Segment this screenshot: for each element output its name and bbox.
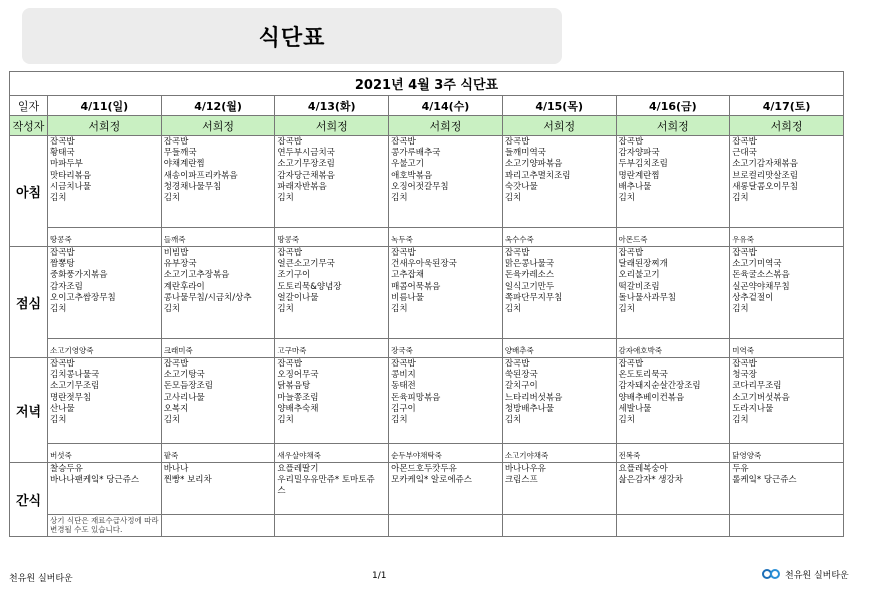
meal-lunch-items xyxy=(48,247,162,339)
menu-item: 도라지나물 xyxy=(732,403,774,414)
menu-item: 일식고기만두 xyxy=(504,281,555,292)
menu-item: 오리불고기 xyxy=(618,270,660,281)
menu-item: 김치 xyxy=(732,415,749,426)
snack-item: 바나나팬케잌* 당근쥬스 xyxy=(50,475,140,486)
snack-item: 두유 xyxy=(732,464,749,474)
menu-item: 소고기고추장볶음 xyxy=(163,270,230,281)
date-header: 4/12(월) xyxy=(161,96,275,116)
meal-dinner-porridge: 전복죽 xyxy=(616,444,730,463)
menu-item: 김치 xyxy=(163,415,181,426)
menu-item: 감자돼지순살간장조림 xyxy=(618,381,701,392)
snack-item: 스 xyxy=(277,486,286,497)
date-label: 일자 xyxy=(10,96,48,116)
date-header: 4/13(화) xyxy=(275,96,389,116)
meal-breakfast-items xyxy=(389,136,503,228)
menu-item: 돈모듬장조림 xyxy=(163,381,213,392)
meal-snack-items xyxy=(616,463,730,515)
menu-item: 잡곡밥 xyxy=(504,248,530,258)
menu-item: 돌나물사과무침 xyxy=(618,292,676,303)
menu-item: 콩비지 xyxy=(391,370,416,381)
menu-item: 상추겉절이 xyxy=(732,292,774,303)
menu-item: 맛타리볶음 xyxy=(50,170,92,181)
menu-item: 김치 xyxy=(504,304,522,315)
menu-item: 잡곡밥 xyxy=(163,359,189,369)
snack-item: 요플레딸기 xyxy=(277,464,319,474)
menu-item: 짬뽕탕 xyxy=(50,259,75,270)
meal-snack-items xyxy=(275,463,389,515)
date-header: 4/14(수) xyxy=(389,96,503,116)
meal-dinner-items xyxy=(275,358,389,444)
menu-item: 김치 xyxy=(50,304,67,315)
menu-item: 감자당근채볶음 xyxy=(277,170,335,181)
date-header: 4/11(일) xyxy=(48,96,162,116)
menu-item: 소고기무조림 xyxy=(50,381,100,392)
menu-item: 잡곡밥 xyxy=(391,359,416,369)
menu-item: 야채계란찜 xyxy=(163,159,205,170)
menu-item: 잡곡밥 xyxy=(277,137,303,147)
menu-item: 실곤약야채무침 xyxy=(732,281,790,292)
menu-item: 쑥된장국 xyxy=(504,370,538,381)
menu-item: 브로컬리맛살조림 xyxy=(732,170,798,181)
meal-breakfast-porridge: 우유죽 xyxy=(730,228,844,247)
menu-item: 돈육굴소스볶음 xyxy=(732,270,790,281)
menu-item: 청국장 xyxy=(732,370,757,381)
menu-item: 잡곡밥 xyxy=(50,248,75,258)
menu-item: 김치 xyxy=(277,304,294,315)
writer-cell: 서희정 xyxy=(389,116,503,136)
menu-item: 숙갓나물 xyxy=(504,181,538,192)
writer-cell: 서희정 xyxy=(502,116,616,136)
menu-item: 김치 xyxy=(50,415,67,426)
menu-item: 잡곡밥 xyxy=(732,248,757,258)
menu-item: 얼큰소고기무국 xyxy=(277,259,335,270)
menu-item: 김치 xyxy=(163,304,181,315)
menu-item: 연두부시금치국 xyxy=(277,148,335,159)
meal-breakfast-porridge: 땅콩죽 xyxy=(48,228,162,247)
snack-item: 아몬드호두캇두유 xyxy=(391,464,457,474)
menu-item: 돈육카레소스 xyxy=(504,270,555,281)
menu-item: 우불고기 xyxy=(391,159,424,170)
snack-item: 크림스프 xyxy=(504,475,538,486)
menu-item: 애호박볶음 xyxy=(391,170,433,181)
snack-item: 바나나 xyxy=(163,464,189,474)
meal-breakfast-items xyxy=(730,136,844,228)
menu-item: 산나물 xyxy=(50,403,75,414)
menu-item: 잡곡밥 xyxy=(618,359,644,369)
snack-item: 우리밀우유만쥬* 토마토쥬 xyxy=(277,475,375,486)
meal-lunch-porridge: 크래미죽 xyxy=(161,339,275,358)
menu-item: 돈육피망볶음 xyxy=(391,392,441,403)
menu-item: 잡곡밥 xyxy=(504,359,530,369)
menu-item: 느타리버섯볶음 xyxy=(504,392,563,403)
menu-item: 잡곡밥 xyxy=(277,359,303,369)
date-header: 4/15(목) xyxy=(502,96,616,116)
meal-lunch-items xyxy=(161,247,275,339)
meal-lunch-items xyxy=(730,247,844,339)
meal-dinner-porridge: 닭영양죽 xyxy=(730,444,844,463)
empty-cell xyxy=(502,515,616,537)
menu-item: 오이고추쌈장무침 xyxy=(50,292,116,303)
meal-breakfast-porridge: 들깨죽 xyxy=(161,228,275,247)
menu-item: 명란젓무침 xyxy=(50,392,92,403)
menu-item: 김치 xyxy=(391,415,408,426)
menu-item: 감자조림 xyxy=(50,281,83,292)
menu-item: 소고기무장조림 xyxy=(277,159,335,170)
empty-cell xyxy=(161,515,275,537)
meal-lunch-items xyxy=(389,247,503,339)
meal-dinner-items xyxy=(730,358,844,444)
empty-cell xyxy=(389,515,503,537)
writer-label: 작성자 xyxy=(10,116,48,136)
meal-dinner-porridge: 버섯죽 xyxy=(48,444,162,463)
menu-item: 잡곡밥 xyxy=(732,137,757,147)
menu-item: 파래자반볶음 xyxy=(277,181,327,192)
meal-breakfast-items xyxy=(161,136,275,228)
menu-item: 무들깨국 xyxy=(163,148,197,159)
menu-note: 상기 식단은 재료수급사정에 따라 변경될 수도 있습니다. xyxy=(48,515,162,537)
menu-item: 고사리나물 xyxy=(163,392,205,403)
menu-item: 소고기양파볶음 xyxy=(504,159,563,170)
meal-dinner-items xyxy=(616,358,730,444)
menu-item: 콩가루배추국 xyxy=(391,148,441,159)
menu-item: 김치 xyxy=(391,304,408,315)
menu-item: 갈치구이 xyxy=(504,381,538,392)
menu-item: 김치 xyxy=(391,193,408,204)
menu-item: 잡곡밥 xyxy=(277,248,303,258)
menu-item: 김치 xyxy=(618,193,635,204)
meal-breakfast-items xyxy=(48,136,162,228)
menu-table xyxy=(9,71,844,537)
menu-item: 김치 xyxy=(618,415,635,426)
meal-dinner-items xyxy=(389,358,503,444)
empty-cell xyxy=(616,515,730,537)
menu-item: 김구이 xyxy=(391,403,416,414)
table-title: 2021년 4월 3주 식단표 xyxy=(10,72,844,96)
menu-item: 근대국 xyxy=(732,148,757,159)
menu-item: 배추나물 xyxy=(618,181,652,192)
logo-icon xyxy=(761,567,783,581)
date-header: 4/16(금) xyxy=(616,96,730,116)
snack-item: 바나나우유 xyxy=(504,464,546,474)
page-title: 식단표 xyxy=(22,8,562,64)
menu-item: 조기구이 xyxy=(277,270,311,281)
menu-item: 양배추베이컨볶음 xyxy=(618,392,685,403)
snack-item: 찐빵* 보리차 xyxy=(163,475,212,486)
menu-item: 김치콩나물국 xyxy=(50,370,100,381)
menu-item: 감자양파국 xyxy=(618,148,660,159)
menu-item: 꽈리고추멸치조림 xyxy=(504,170,571,181)
meal-breakfast-porridge: 아몬드죽 xyxy=(616,228,730,247)
footer-right-text: 천유원 실버타운 xyxy=(785,570,849,581)
menu-item: 비빔밥 xyxy=(163,248,189,258)
meal-breakfast-items xyxy=(616,136,730,228)
menu-item: 새롱달콤오이무침 xyxy=(732,181,798,192)
menu-item: 청방배추나물 xyxy=(504,403,555,414)
menu-item: 잡곡밥 xyxy=(391,248,416,258)
meal-dinner-label: 저녁 xyxy=(10,358,48,463)
menu-item: 잡곡밥 xyxy=(504,137,530,147)
menu-item: 청경채나물무침 xyxy=(163,181,222,192)
empty-cell xyxy=(730,515,844,537)
menu-item: 온도토리묵국 xyxy=(618,370,668,381)
writer-cell: 서희정 xyxy=(616,116,730,136)
footer-left-text: 천유원 실버타운 xyxy=(9,574,73,584)
menu-item: 김치 xyxy=(732,304,749,315)
meal-breakfast-porridge: 녹두죽 xyxy=(389,228,503,247)
menu-item: 마늘쫑조림 xyxy=(277,392,319,403)
meal-breakfast-label: 아침 xyxy=(10,136,48,247)
menu-item: 오징어무국 xyxy=(277,370,319,381)
menu-item: 소고기감자채볶음 xyxy=(732,159,798,170)
meal-snack-items xyxy=(161,463,275,515)
menu-item: 소고기미역국 xyxy=(732,259,782,270)
meal-lunch-porridge: 장국죽 xyxy=(389,339,503,358)
menu-item: 쪽파단무지무침 xyxy=(504,292,563,303)
writer-cell: 서희정 xyxy=(161,116,275,136)
meal-dinner-porridge: 팥죽 xyxy=(161,444,275,463)
menu-item: 시금치나물 xyxy=(50,181,92,192)
meal-snack-items xyxy=(48,463,162,515)
menu-item: 김치 xyxy=(50,193,67,204)
writer-cell: 서희정 xyxy=(730,116,844,136)
snack-item: 삶은감자* 생강차 xyxy=(618,475,683,486)
empty-cell xyxy=(275,515,389,537)
meal-lunch-label: 점심 xyxy=(10,247,48,358)
menu-item: 잡곡밥 xyxy=(50,137,75,147)
menu-item: 오징어젓갈무침 xyxy=(391,181,449,192)
meal-lunch-porridge: 소고기영양죽 xyxy=(48,339,162,358)
menu-item: 두부김치조림 xyxy=(618,159,668,170)
meal-breakfast-porridge: 옥수수죽 xyxy=(502,228,616,247)
menu-item: 양배추숙채 xyxy=(277,403,319,414)
menu-item: 닭볶음탕 xyxy=(277,381,311,392)
meal-lunch-porridge: 양배추죽 xyxy=(502,339,616,358)
menu-item: 잡곡밥 xyxy=(163,137,189,147)
menu-item: 김치 xyxy=(163,193,181,204)
menu-item: 새송이파프리카볶음 xyxy=(163,170,238,181)
menu-item: 잡곡밥 xyxy=(618,137,644,147)
snack-item: 요플레복숭아 xyxy=(618,464,668,474)
menu-item: 얼갈이나물 xyxy=(277,292,319,303)
snack-item: 롤케잌* 당근쥬스 xyxy=(732,475,797,486)
menu-item: 떡갈비조림 xyxy=(618,281,660,292)
menu-item: 계란후라이 xyxy=(163,281,205,292)
menu-item: 중화풍가지볶음 xyxy=(50,270,108,281)
menu-item: 잡곡밥 xyxy=(391,137,416,147)
meal-breakfast-porridge: 땅콩죽 xyxy=(275,228,389,247)
menu-item: 마파두부 xyxy=(50,159,83,170)
snack-item: 모카케잌* 알로에쥬스 xyxy=(391,475,472,486)
menu-item: 오복지 xyxy=(163,403,189,414)
menu-item: 매콤어묵볶음 xyxy=(391,281,441,292)
menu-item: 고추잡채 xyxy=(391,270,424,281)
meal-breakfast-items xyxy=(275,136,389,228)
menu-item: 비름나물 xyxy=(391,292,424,303)
meal-lunch-items xyxy=(616,247,730,339)
menu-item: 달래된장찌개 xyxy=(618,259,668,270)
meal-dinner-items xyxy=(48,358,162,444)
meal-snack-items xyxy=(502,463,616,515)
meal-lunch-porridge: 미역죽 xyxy=(730,339,844,358)
meal-dinner-porridge: 순두부야채탁죽 xyxy=(389,444,503,463)
menu-item: 소고기버섯볶음 xyxy=(732,392,790,403)
meal-dinner-items xyxy=(502,358,616,444)
menu-item: 콩나물무침/시금치/상추 xyxy=(163,292,252,303)
menu-item: 코다리무조림 xyxy=(732,381,782,392)
menu-item: 김치 xyxy=(277,415,294,426)
meal-lunch-items xyxy=(502,247,616,339)
menu-item: 김치 xyxy=(618,304,635,315)
menu-item: 김치 xyxy=(504,415,522,426)
meal-snack-items xyxy=(730,463,844,515)
meal-dinner-porridge: 새우살야채죽 xyxy=(275,444,389,463)
meal-dinner-items xyxy=(161,358,275,444)
meal-snack-label: 간식 xyxy=(10,463,48,537)
menu-item: 도토리묵&양념장 xyxy=(277,281,342,292)
menu-item: 김치 xyxy=(732,193,749,204)
meal-lunch-porridge: 감자애호박죽 xyxy=(616,339,730,358)
menu-item: 세발나물 xyxy=(618,403,652,414)
menu-item: 건새우아욱된장국 xyxy=(391,259,457,270)
date-header: 4/17(토) xyxy=(730,96,844,116)
snack-item: 찰승두유 xyxy=(50,464,83,474)
menu-item: 김치 xyxy=(277,193,294,204)
meal-dinner-porridge: 소고기야채죽 xyxy=(502,444,616,463)
meal-snack-items xyxy=(389,463,503,515)
menu-item: 황태국 xyxy=(50,148,75,159)
meal-breakfast-items xyxy=(502,136,616,228)
menu-item: 들깨미역국 xyxy=(504,148,546,159)
page-number: 1/1 xyxy=(372,571,387,581)
menu-item: 잡곡밥 xyxy=(732,359,757,369)
meal-lunch-porridge: 고구마죽 xyxy=(275,339,389,358)
writer-cell: 서희정 xyxy=(48,116,162,136)
menu-item: 유부장국 xyxy=(163,259,197,270)
writer-cell: 서희정 xyxy=(275,116,389,136)
menu-item: 동태전 xyxy=(391,381,416,392)
meal-lunch-items xyxy=(275,247,389,339)
menu-item: 명란계란찜 xyxy=(618,170,660,181)
menu-item: 맑은콩나물국 xyxy=(504,259,555,270)
menu-item: 소고기탕국 xyxy=(163,370,205,381)
menu-item: 김치 xyxy=(504,193,522,204)
menu-item: 잡곡밥 xyxy=(618,248,644,258)
menu-item: 잡곡밥 xyxy=(50,359,75,369)
footer-logo xyxy=(761,567,849,581)
